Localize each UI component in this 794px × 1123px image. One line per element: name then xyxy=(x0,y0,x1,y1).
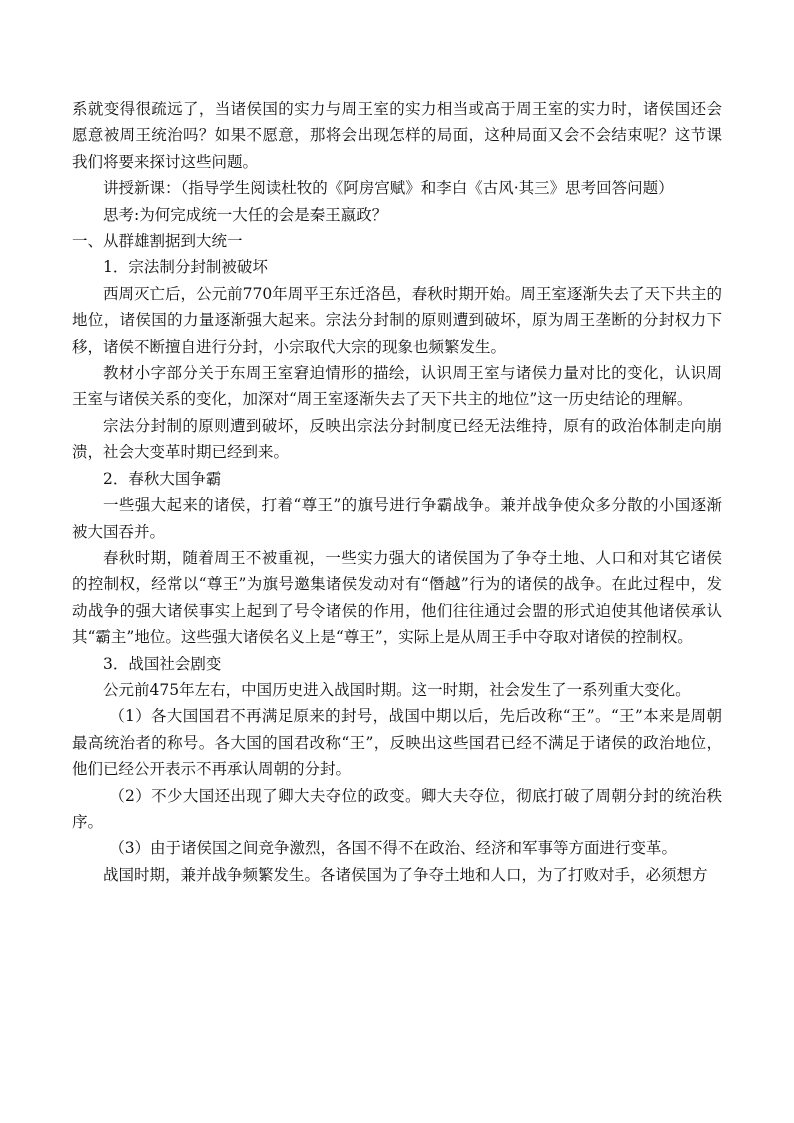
thinking-question: 思考:为何完成统一大任的会是秦王嬴政？ xyxy=(103,205,388,224)
lecture-new-lesson-line: 讲授新课：（指导学生阅读杜牧的《阿房宫赋》和李白《古风·其三》思考回答问题） xyxy=(103,179,674,198)
body-paragraph: 教材小字部分关于东周王室窘迫情形的描绘，认识周王室与诸侯力量对比的变化，认识周王室与诸侯关系的变化，加深对“周王室逐渐失去了天下共主的地位”这一历史结论的理解。 xyxy=(72,364,722,409)
body-paragraph: 西周灭亡后，公元前770年周平王东迁洛邑，春秋时期开始。周王室逐渐失去了天下共主的地位，诸侯国的力量逐渐强大起来。宗法分封制的原则遭到破坏，原为周王垄断的分封权力下移，诸侯不断擅自进行分封，小宗取代大宗的现象也频繁发生。 xyxy=(72,284,722,356)
body-paragraph-truncated: 战国时期，兼并战争频繁发生。各诸侯国为了争夺土地和人口，为了打败对手，必须想方 xyxy=(103,865,708,884)
subheading-2: 2．春秋大国争霸 xyxy=(103,469,222,488)
list-item-1: （1）各大国国君不再满足原来的封号，战国中期以后，先后改称“王”。“王”本来是周朝最高统治者的称号。各大国的国君改称“王”，反映出这些国君已经不满足于诸侯的政治地位，他们已经公开表示不再承认周朝的分封。 xyxy=(72,707,722,779)
body-paragraph: 公元前475年左右，中国历史进入战国时期。这一时期，社会发生了一系列重大变化。 xyxy=(103,680,691,699)
document-body xyxy=(72,96,722,888)
body-paragraph: 宗法分封制的原则遭到破坏，反映出宗法分封制度已经无法维持，原有的政治体制走向崩溃，社会大变革时期已经到来。 xyxy=(72,416,722,462)
list-item-2: （2）不少大国还出现了卿大夫夺位的政变。卿大夫夺位，彻底打破了周朝分封的统治秩序。 xyxy=(72,786,722,831)
body-paragraph: 春秋时期，随着周王不被重视，一些实力强大的诸侯国为了争夺土地、人口和对其它诸侯的控制权，经常以“尊王”为旗号邀集诸侯发动对有“僭越”行为的诸侯的战争。在此过程中，发动战争的强大诸侯事实上起到了号令诸侯的作用，他们往往通过会盟的形式迫使其他诸侯承认其“霸主”地位。这些强大诸侯名义上是“尊王”，实际上是从周王手中夺取对诸侯的控制权。 xyxy=(72,548,722,647)
intro-paragraph-continued: 系就变得很疏远了，当诸侯国的实力与周王室的实力相当或高于周王室的实力时，诸侯国还会愿意被周王统治吗？如果不愿意，那将会出现怎样的局面，这种局面又会不会结束呢？这节课我们将要来探讨这些问题。 xyxy=(72,100,722,171)
subheading-3: 3．战国社会剧变 xyxy=(103,654,222,673)
body-paragraph: 一些强大起来的诸侯，打着“尊王”的旗号进行争霸战争。兼并战争使众多分散的小国逐渐被大国吞并。 xyxy=(72,496,722,541)
list-item-3: （3）由于诸侯国之间竞争激烈，各国不得不在政治、经济和军事等方面进行变革。 xyxy=(109,839,678,858)
subheading-1: 1．宗法制分封制被破坏 xyxy=(103,258,268,277)
section-heading-1: 一、从群雄割据到大统一 xyxy=(72,232,243,251)
